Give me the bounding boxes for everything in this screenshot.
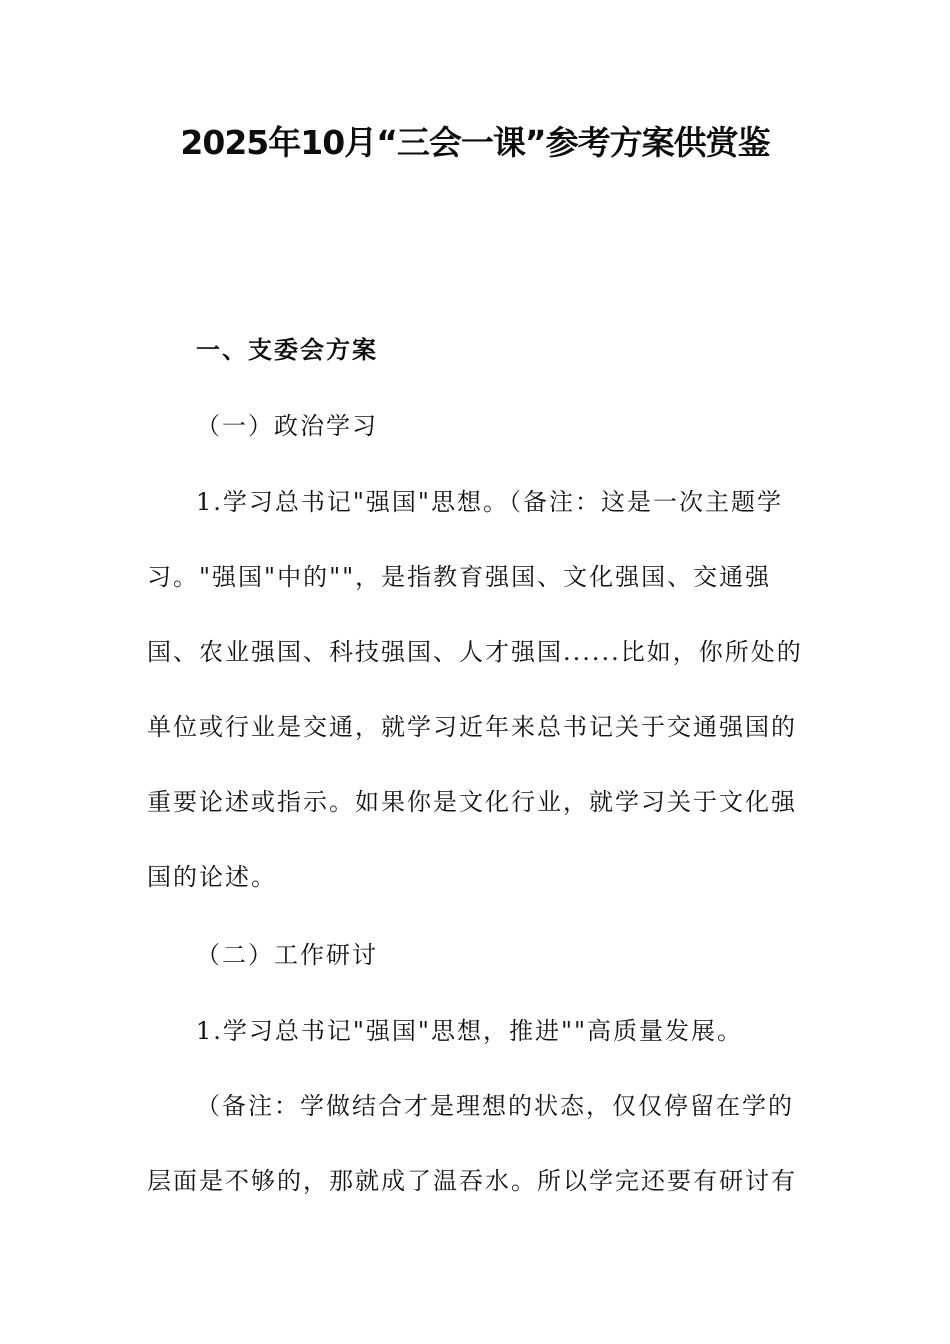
section-heading-branch-committee: 一、支委会方案 — [196, 335, 378, 364]
paragraph-work-discussion-1 — [147, 994, 807, 1069]
subsection-heading-work-discussion: （二）工作研讨 — [196, 941, 378, 969]
paragraph-political-study-1 — [147, 465, 807, 915]
paragraph-work-discussion-2 — [147, 1069, 807, 1219]
subsection-heading-political-study: （一）政治学习 — [196, 412, 378, 440]
paragraph-text: 1.学习总书记"强国"思想。（备注：这是一次主题学习。"强国"中的""，是指教育强国、文化强国、交通强国、农业强国、科技强国、人才强国......比如，你所处的单位或行业是交通，就学习近年来总书记关于交通强国的重要论述或指示。如果你是文化行业，就学习关于文化强国的论述。 — [147, 488, 803, 891]
paragraph-text: （备注：学做结合才是理想的状态，仅仅停留在学的层面是不够的，那就成了温吞水。所以学完还要有研讨有 — [147, 1092, 797, 1195]
document-title: 2025年10月“三会一课”参考方案供赏鉴 — [180, 123, 770, 162]
paragraph-text: 1.学习总书记"强国"思想，推进""高质量发展。 — [196, 1017, 744, 1045]
